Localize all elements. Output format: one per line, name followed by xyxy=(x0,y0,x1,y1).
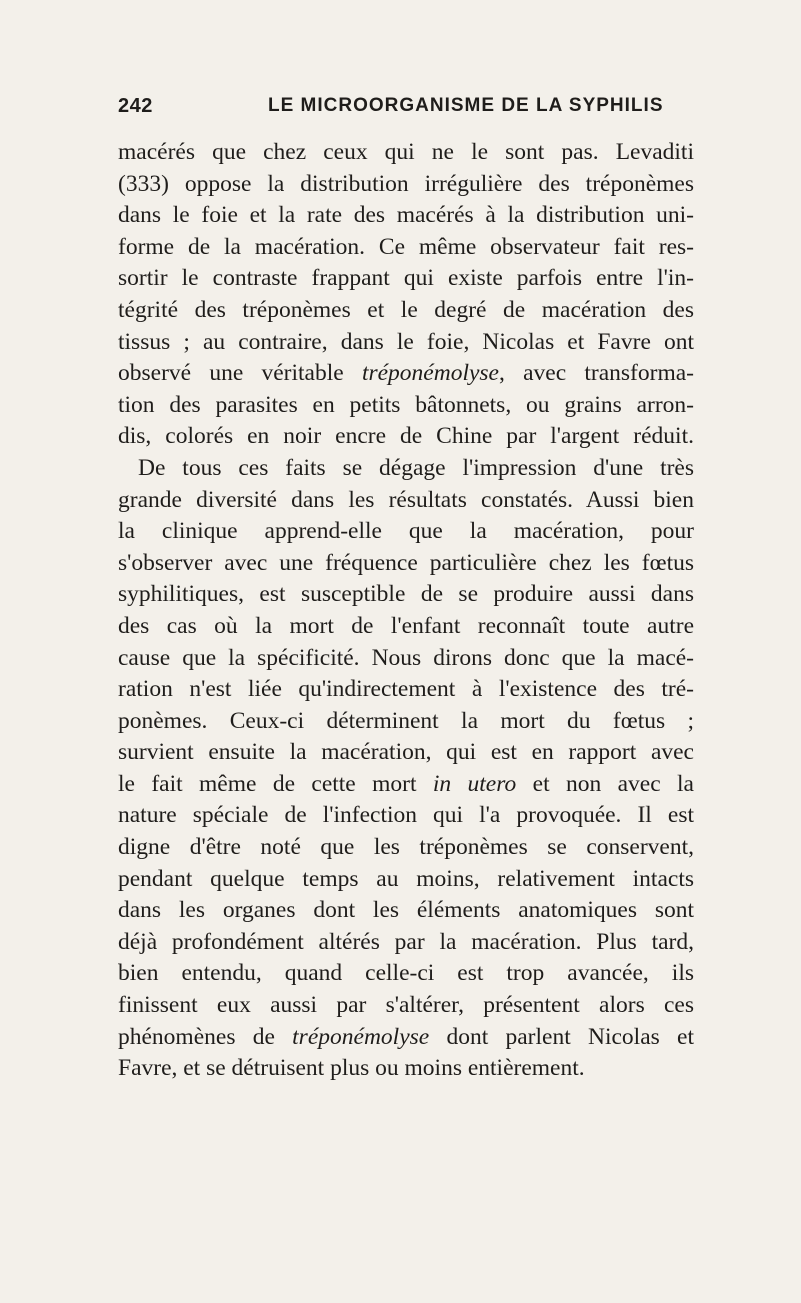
text-line xyxy=(118,769,694,801)
text-line: s'observer avec une fréquence particulière chez les fœtus xyxy=(118,549,694,576)
text-line: déjà profondément altérés par la macération. Plus tard, xyxy=(118,928,694,955)
text-line: survient ensuite la macération, qui est en rapport avec xyxy=(118,739,694,766)
text-line: ration n'est liée qu'indirectement à l'existence des tré- xyxy=(118,676,694,703)
text-line: macérés que chez ceux qui ne le sont pas. Levaditi xyxy=(118,139,694,165)
text-segment: dont parlent Nicolas et xyxy=(429,1023,694,1050)
text-line: digne d'être noté que les tréponèmes se conservent, xyxy=(118,834,694,861)
italic-term: in utero xyxy=(432,770,517,797)
text-line: bien entendu, quand celle-ci est trop avancée, ils xyxy=(118,960,694,987)
italic-term: tréponémolyse xyxy=(292,1023,430,1050)
text-line: De tous ces faits se dégage l'impression d'une très xyxy=(138,454,694,481)
text-line: tégrité des tréponèmes et le degré de macération des xyxy=(118,296,694,323)
text-line: cause que la spécificité. Nous dirons donc que la macé- xyxy=(118,644,694,671)
text-line: pendant quelque temps au moins, relativement intacts xyxy=(118,865,694,892)
text-line: la clinique apprend-elle que la macération, pour xyxy=(118,518,694,545)
running-head: LE MICROORGANISME DE LA SYPHILIS xyxy=(268,95,664,116)
text-line: dis, colorés en noir encre de Chine par l'argent réduit. xyxy=(118,423,694,450)
text-line: ponèmes. Ceux-ci déterminent la mort du fœtus ; xyxy=(118,707,694,734)
text-line: sortir le contraste frappant qui existe parfois entre l'in- xyxy=(118,265,694,292)
text-line: dans le foie et la rate des macérés à la distribution uni- xyxy=(118,202,694,229)
text-segment: et non avec la xyxy=(516,770,694,797)
body-text xyxy=(118,137,694,1085)
text-line: grande diversité dans les résultats constatés. Aussi bien xyxy=(118,486,694,513)
text-line: (333) oppose la distribution irrégulière des tréponèmes xyxy=(118,170,694,197)
text-line: nature spéciale de l'infection qui l'a provoquée. Il est xyxy=(118,802,694,829)
text-segment: le fait même de cette mort xyxy=(118,770,433,797)
text-line xyxy=(118,358,694,390)
italic-term: tréponémolyse xyxy=(361,360,499,387)
text-segment: , avec transforma- xyxy=(498,360,694,387)
text-line: Favre, et se détruisent plus ou moins entièrement. xyxy=(118,1055,585,1082)
text-line xyxy=(118,1022,694,1054)
text-segment: phénomènes de xyxy=(118,1023,293,1050)
page-number: 242 xyxy=(118,95,153,117)
text-line: tissus ; au contraire, dans le foie, Nicolas et Favre ont xyxy=(118,328,694,355)
text-line: finissent eux aussi par s'altérer, présentent alors ces xyxy=(118,992,694,1019)
page-header xyxy=(0,95,801,125)
text-line: tion des parasites en petits bâtonnets, ou grains arron- xyxy=(118,391,694,418)
text-line: des cas où la mort de l'enfant reconnaît toute autre xyxy=(118,612,694,639)
text-line: forme de la macération. Ce même observateur fait res- xyxy=(118,233,694,260)
text-line: syphilitiques, est susceptible de se produire aussi dans xyxy=(118,581,694,608)
text-segment: observé une véritable xyxy=(118,360,362,387)
text-line: dans les organes dont les éléments anatomiques sont xyxy=(118,897,694,924)
